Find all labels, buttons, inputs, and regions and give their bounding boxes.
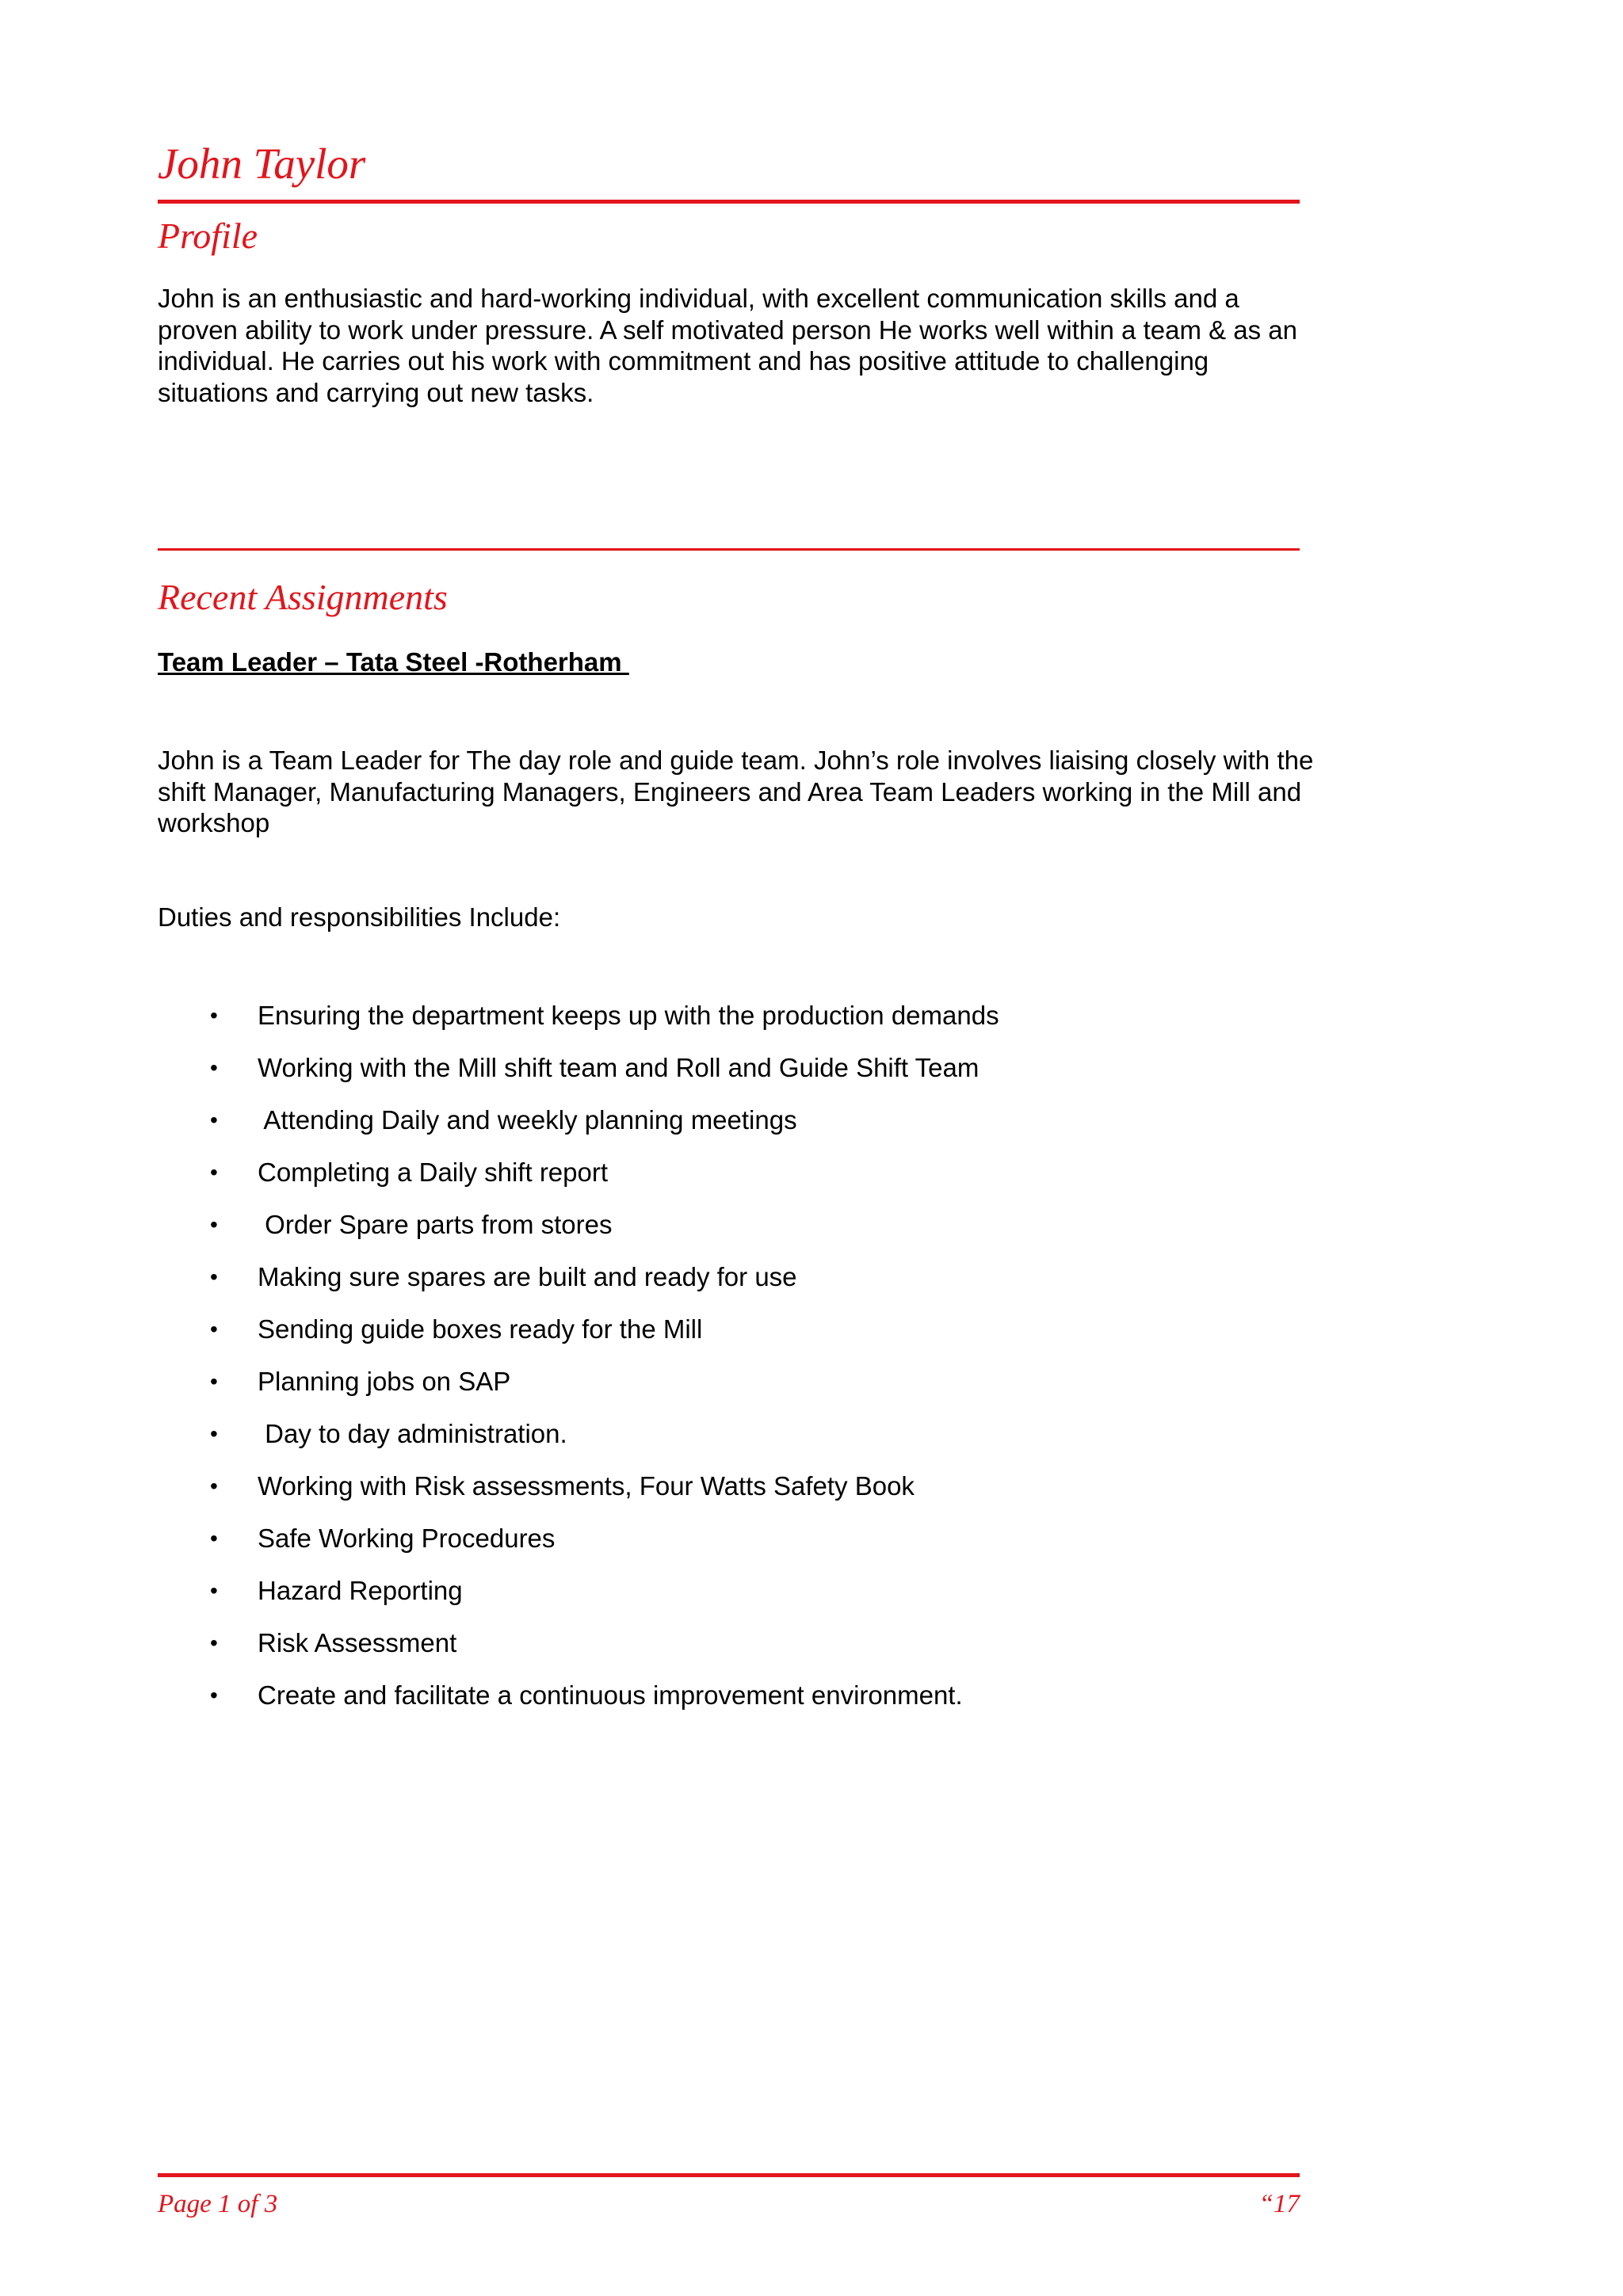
duty-text: Planning jobs on SAP	[258, 1367, 511, 1396]
bullet-icon: •	[210, 1578, 218, 1603]
bullet-icon: •	[210, 1264, 218, 1289]
duty-text: Safe Working Procedures	[258, 1524, 556, 1553]
bullet-icon: •	[210, 1630, 218, 1655]
role-title: Team Leader – Tata Steel -Rotherham	[158, 647, 629, 677]
bullet-icon: •	[210, 1212, 218, 1237]
bullet-icon: •	[210, 1160, 218, 1184]
duty-text: Day to day administration.	[258, 1419, 567, 1448]
duty-text: Working with the Mill shift team and Roll and Guide Shift Team	[258, 1053, 980, 1082]
duty-text: Sending guide boxes ready for the Mill	[258, 1314, 703, 1344]
bullet-icon: •	[210, 1526, 218, 1550]
duty-text: Risk Assessment	[258, 1628, 457, 1657]
footer-right-label: “17	[1258, 2190, 1300, 2218]
footer-divider	[158, 2173, 1300, 2177]
duty-text: Create and facilitate a continuous improvement environment.	[258, 1680, 963, 1710]
bullet-icon: •	[210, 1108, 218, 1132]
duty-text: Ensuring the department keeps up with the production demands	[258, 1001, 999, 1030]
bullet-icon: •	[210, 1474, 218, 1498]
profile-text: John is an enthusiastic and hard-working individual, with excellent communication skills and a proven ability to work under pressure. A self motivated person He works well within a team & as an individual. He carries out his work with commitment and has positive attitude to challenging situations and carrying out new tasks.	[158, 284, 1298, 407]
bullet-icon: •	[210, 1369, 218, 1394]
name-divider	[158, 200, 1300, 204]
bullet-icon: •	[210, 1003, 218, 1028]
duty-text: Attending Daily and weekly planning meetings	[258, 1105, 797, 1135]
role-description: John is a Team Leader for The day role and guide team. John’s role involves liaising closely with the shift Manager, Manufacturing Managers, Engineers and Area Team Leaders working in the Mill and workshop	[158, 746, 1314, 837]
duties-intro: Duties and responsibilities Include:	[158, 902, 561, 932]
bullet-icon: •	[210, 1317, 218, 1341]
duty-text: Order Spare parts from stores	[258, 1210, 613, 1239]
duty-text: Making sure spares are built and ready for use	[258, 1262, 797, 1291]
profile-divider	[158, 548, 1300, 551]
bullet-icon: •	[210, 1055, 218, 1080]
duty-text: Completing a Daily shift report	[258, 1158, 609, 1187]
duty-text: Hazard Reporting	[258, 1576, 463, 1605]
page-number: Page 1 of 3	[158, 2190, 278, 2218]
duty-text: Working with Risk assessments, Four Watts Safety Book	[258, 1471, 915, 1501]
candidate-name: John Taylor	[158, 139, 366, 188]
bullet-icon: •	[210, 1683, 218, 1707]
recent-assignments-heading: Recent Assignments	[158, 577, 448, 617]
bullet-icon: •	[210, 1421, 218, 1446]
profile-heading: Profile	[158, 215, 258, 256]
